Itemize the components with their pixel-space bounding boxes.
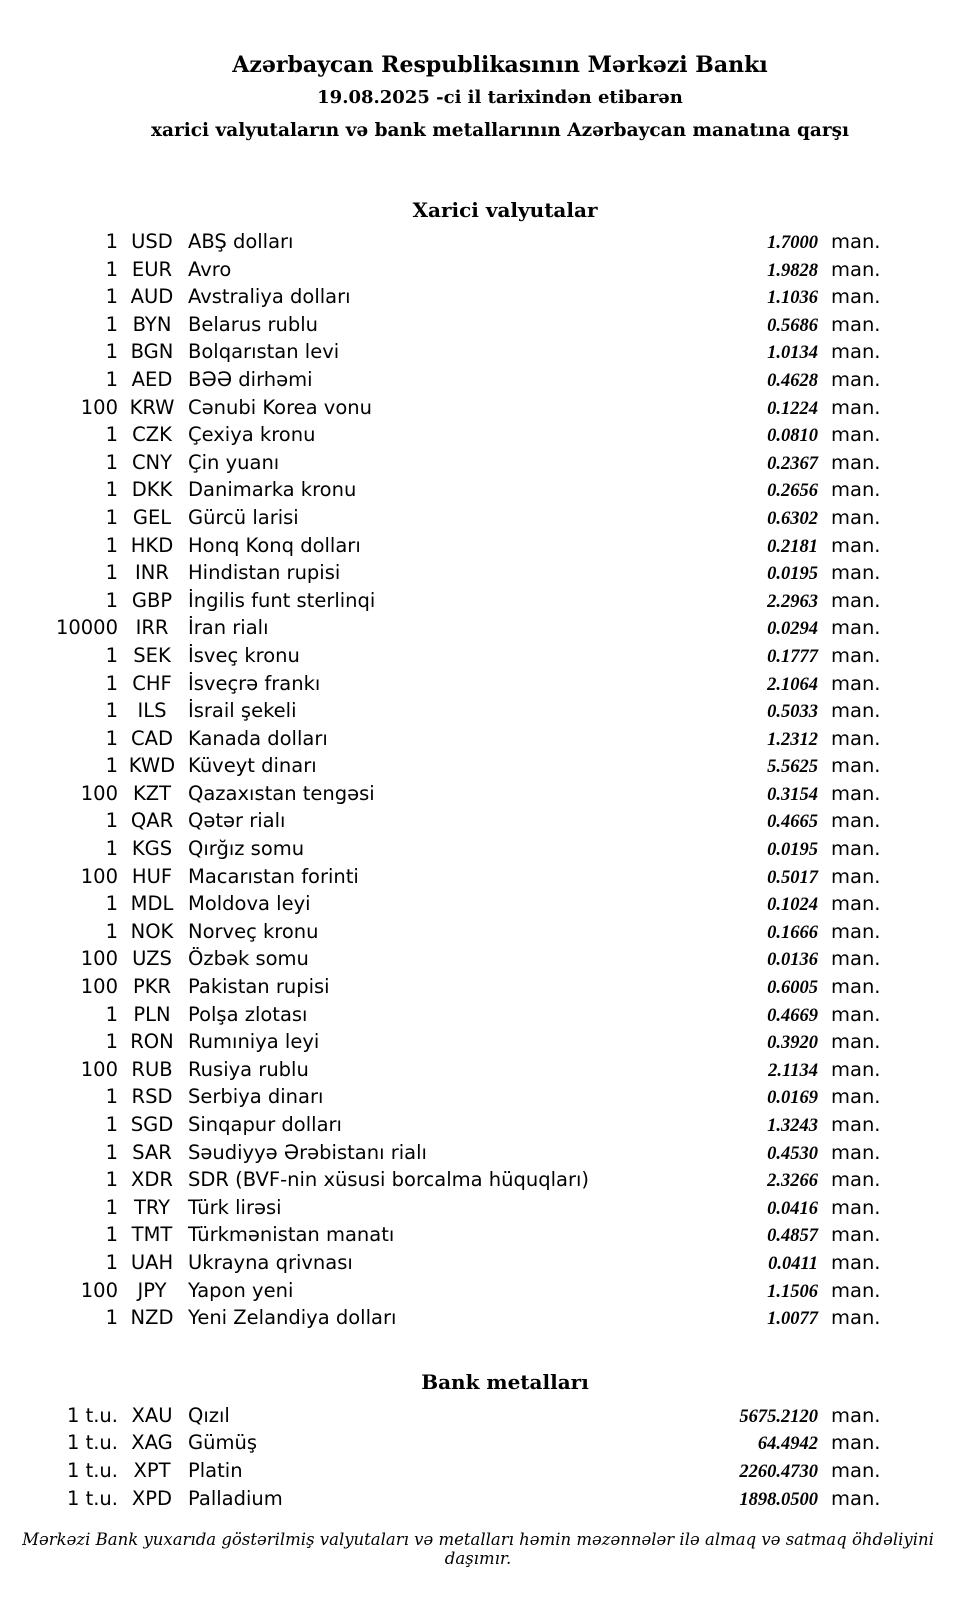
document-header <box>0 50 956 146</box>
name-cell: İsrail şekeli <box>188 699 297 723</box>
unit-cell: man. <box>831 478 881 502</box>
rate-cell: 0.1024 <box>767 895 818 916</box>
unit-cell: man. <box>831 395 881 419</box>
unit-cell: man. <box>831 1250 881 1274</box>
rate-cell: 1.0077 <box>767 1309 818 1330</box>
quantity-cell: 1 <box>105 671 118 695</box>
code-cell: RUB <box>131 1057 173 1081</box>
document-subtitle: xarici valyutaların və bank metallarının Azərbaycan manatına qarşı <box>150 120 850 141</box>
rate-row <box>0 1166 880 1194</box>
rate-row <box>0 1028 880 1056</box>
rate-cell: 0.2367 <box>767 453 818 474</box>
name-cell: Küveyt dinarı <box>188 754 317 778</box>
rate-row <box>0 1056 880 1084</box>
quantity-cell: 1 <box>105 1168 118 1192</box>
rate-cell: 0.4669 <box>767 1005 818 1026</box>
name-cell: Hindistan rupisi <box>188 561 341 585</box>
code-cell: XAG <box>131 1431 173 1455</box>
name-cell: Kanada dolları <box>188 726 328 750</box>
unit-cell: man. <box>831 616 881 640</box>
unit-cell: man. <box>831 864 881 888</box>
name-cell: Avro <box>188 257 232 281</box>
quantity-cell: 1 <box>105 340 118 364</box>
unit-cell: man. <box>831 671 881 695</box>
rate-row <box>0 1402 880 1430</box>
unit-cell: man. <box>831 1030 881 1054</box>
rate-row <box>0 614 880 642</box>
code-cell: CNY <box>131 450 173 474</box>
code-cell: RSD <box>131 1085 173 1109</box>
quantity-cell: 1 <box>105 450 118 474</box>
rate-cell: 1.9828 <box>767 260 818 281</box>
quantity-cell: 100 <box>80 975 118 999</box>
code-cell: NZD <box>130 1306 174 1330</box>
quantity-cell: 100 <box>80 864 118 888</box>
rate-row <box>0 780 880 808</box>
rate-row <box>0 697 880 725</box>
rate-cell: 2260.4730 <box>739 1461 818 1482</box>
name-cell: Çexiya kronu <box>188 423 316 447</box>
quantity-cell: 1 <box>105 1113 118 1136</box>
quantity-cell: 100 <box>80 781 118 805</box>
code-cell: GBP <box>131 588 173 612</box>
rate-cell: 0.0411 <box>768 1253 818 1274</box>
name-cell: Bolqarıstan levi <box>188 340 340 364</box>
unit-cell: man. <box>831 588 881 612</box>
quantity-cell: 1 t.u. <box>66 1486 118 1510</box>
quantity-cell: 1 <box>105 1030 118 1054</box>
name-cell: SDR (BVF-nin xüsusi borcalma hüquqları) <box>188 1168 590 1192</box>
quantity-cell: 1 <box>105 919 118 943</box>
code-cell: XDR <box>131 1168 173 1192</box>
quantity-cell: 1 <box>105 285 118 309</box>
unit-cell: man. <box>831 1223 881 1247</box>
quantity-cell: 100 <box>80 1278 118 1302</box>
rate-cell: 0.6302 <box>767 508 818 529</box>
code-cell: CHF <box>132 671 172 695</box>
code-cell: PKR <box>132 975 172 999</box>
metals-table <box>0 1402 880 1512</box>
name-cell: Türkmənistan manatı <box>188 1223 395 1247</box>
code-cell: RON <box>130 1030 174 1054</box>
rate-row <box>0 1249 880 1277</box>
code-cell: HUF <box>131 864 173 888</box>
code-cell: BGN <box>130 340 174 364</box>
unit-cell: man. <box>831 561 881 585</box>
rate-row <box>0 670 880 698</box>
quantity-cell: 1 <box>105 643 118 667</box>
unit-cell: man. <box>831 781 881 805</box>
unit-cell: man. <box>831 505 881 529</box>
rate-row <box>0 587 880 615</box>
name-cell: BƏƏ dirhəmi <box>188 367 313 391</box>
rate-cell: 1.1036 <box>767 288 818 309</box>
code-cell: CZK <box>132 423 172 447</box>
rate-row <box>0 1277 880 1305</box>
rate-cell: 0.0416 <box>767 1198 818 1219</box>
rate-row <box>0 283 880 311</box>
rate-row <box>0 973 880 1001</box>
rate-cell: 0.3920 <box>767 1033 818 1054</box>
quantity-cell: 1 <box>105 230 118 253</box>
rate-row <box>0 752 880 780</box>
name-cell: Sinqapur dolları <box>188 1113 342 1136</box>
code-cell: SAR <box>132 1140 172 1164</box>
name-cell: Qazaxıstan tengəsi <box>188 781 375 805</box>
name-cell: Honq Konq dolları <box>188 533 361 557</box>
rate-cell: 1.1506 <box>767 1281 818 1302</box>
rate-cell: 0.1224 <box>767 398 818 419</box>
unit-cell: man. <box>831 423 881 447</box>
rate-row <box>0 559 880 587</box>
unit-cell: man. <box>831 975 881 999</box>
quantity-cell: 1 <box>105 478 118 502</box>
name-cell: Serbiya dinarı <box>188 1085 324 1109</box>
rate-row <box>0 256 880 284</box>
quantity-cell: 1 <box>105 1250 118 1274</box>
rate-row <box>0 394 880 422</box>
code-cell: PLN <box>133 1002 171 1026</box>
name-cell: Özbək somu <box>188 947 309 971</box>
unit-cell: man. <box>831 230 881 253</box>
rate-cell: 0.4628 <box>767 370 818 391</box>
code-cell: KZT <box>132 781 172 805</box>
name-cell: Rumıniya leyi <box>188 1030 320 1054</box>
quantity-cell: 1 <box>105 1223 118 1247</box>
rate-cell: 0.2181 <box>767 536 818 557</box>
name-cell: Səudiyyə Ərəbistanı rialı <box>188 1140 427 1164</box>
code-cell: GEL <box>132 505 172 529</box>
rate-row <box>0 1139 880 1167</box>
code-cell: KWD <box>128 754 176 778</box>
rate-cell: 2.1134 <box>768 1060 818 1081</box>
unit-cell: man. <box>831 726 881 750</box>
rate-row <box>0 918 880 946</box>
rate-cell: 0.0294 <box>767 619 818 640</box>
name-cell: Türk lirəsi <box>188 1195 282 1219</box>
name-cell: Pakistan rupisi <box>188 975 330 999</box>
code-cell: SEK <box>133 643 171 667</box>
unit-cell: man. <box>831 1057 881 1081</box>
quantity-cell: 1 t.u. <box>66 1431 118 1455</box>
name-cell: Gümüş <box>188 1431 257 1455</box>
rate-cell: 0.4530 <box>767 1143 818 1164</box>
name-cell: Avstraliya dolları <box>188 285 351 309</box>
name-cell: Danimarka kronu <box>188 478 357 502</box>
quantity-cell: 1 <box>105 837 118 861</box>
unit-cell: man. <box>831 367 881 391</box>
rate-cell: 1.3243 <box>767 1116 818 1136</box>
unit-cell: man. <box>831 450 881 474</box>
code-cell: UZS <box>132 947 172 971</box>
name-cell: Yapon yeni <box>188 1278 294 1302</box>
unit-cell: man. <box>831 699 881 723</box>
rate-cell: 0.5686 <box>767 315 818 336</box>
code-cell: AED <box>131 367 173 391</box>
name-cell: Palladium <box>188 1486 283 1510</box>
rate-cell: 1.2312 <box>767 729 818 750</box>
rate-row <box>0 1001 880 1029</box>
rate-row <box>0 1457 880 1485</box>
rate-row <box>0 421 880 449</box>
unit-cell: man. <box>831 754 881 778</box>
code-cell: QAR <box>130 809 174 833</box>
rate-row <box>0 807 880 835</box>
unit-cell: man. <box>831 312 881 336</box>
quantity-cell: 100 <box>80 395 118 419</box>
name-cell: Qızıl <box>188 1403 230 1427</box>
rate-row <box>0 1083 880 1111</box>
name-cell: Norveç kronu <box>188 919 319 943</box>
unit-cell: man. <box>831 1113 881 1136</box>
quantity-cell: 10000 <box>55 616 118 640</box>
bank-title: Azərbaycan Respublikasının Mərkəzi Bankı <box>232 52 768 78</box>
quantity-cell: 1 <box>105 533 118 557</box>
code-cell: UAH <box>130 1250 174 1274</box>
rate-cell: 2.3266 <box>767 1171 818 1192</box>
rate-row <box>0 228 880 256</box>
quantity-cell: 1 <box>105 588 118 612</box>
rate-row <box>0 1221 880 1249</box>
unit-cell: man. <box>831 340 881 364</box>
name-cell: Rusiya rublu <box>188 1057 309 1081</box>
code-cell: BYN <box>132 312 172 336</box>
rate-row <box>0 725 880 753</box>
disclaimer-text: Mərkəzi Bank yuxarıda göstərilmiş valyutaları və metalları həmin məzənnələr ilə almaq və satmaq öhdəliyini daşımır. <box>22 1530 934 1568</box>
rate-cell: 0.1666 <box>767 922 818 943</box>
name-cell: Platin <box>188 1458 243 1482</box>
rate-cell: 0.0169 <box>767 1088 818 1109</box>
rate-cell: 0.0195 <box>767 840 818 861</box>
code-cell: HKD <box>130 533 174 557</box>
unit-cell: man. <box>831 837 881 861</box>
code-cell: CAD <box>131 726 173 750</box>
unit-cell: man. <box>831 1306 881 1330</box>
rate-cell: 0.3154 <box>767 784 818 805</box>
quantity-cell: 1 <box>105 505 118 529</box>
metals-section-title: Bank metalları <box>421 1369 589 1394</box>
rate-cell: 0.4857 <box>767 1226 818 1247</box>
quantity-cell: 1 <box>105 561 118 585</box>
name-cell: Polşa zlotası <box>188 1002 308 1026</box>
unit-cell: man. <box>831 533 881 557</box>
name-cell: Gürcü larisi <box>188 505 299 529</box>
rate-row <box>0 1194 880 1222</box>
code-cell: INR <box>135 561 169 585</box>
quantity-cell: 1 <box>105 1195 118 1219</box>
rate-row <box>0 449 880 477</box>
name-cell: Çin yuanı <box>188 450 280 474</box>
rate-row <box>0 366 880 394</box>
rate-row <box>0 532 880 560</box>
quantity-cell: 1 <box>105 312 118 336</box>
rate-row <box>0 476 880 504</box>
name-cell: İsveçrə frankı <box>188 671 321 695</box>
rate-cell: 0.0195 <box>767 564 818 585</box>
quantity-cell: 1 <box>105 1306 118 1330</box>
unit-cell: man. <box>831 1278 881 1302</box>
currencies-table <box>0 228 880 1332</box>
rate-row <box>0 1429 880 1457</box>
rate-cell: 0.0136 <box>767 950 818 971</box>
rate-row <box>0 642 880 670</box>
rate-cell: 0.0810 <box>767 426 818 447</box>
rate-row <box>0 1111 880 1139</box>
rate-cell: 0.1777 <box>767 646 818 667</box>
quantity-cell: 1 <box>105 699 118 723</box>
quantity-cell: 1 <box>105 754 118 778</box>
unit-cell: man. <box>831 1486 881 1510</box>
rate-row <box>0 945 880 973</box>
rate-cell: 0.5017 <box>767 867 818 888</box>
name-cell: Belarus rublu <box>188 312 319 336</box>
rate-row <box>0 311 880 339</box>
code-cell: XAU <box>131 1403 173 1427</box>
quantity-cell: 1 <box>105 1002 118 1026</box>
unit-cell: man. <box>831 1085 881 1109</box>
name-cell: Qətər rialı <box>188 809 286 833</box>
rate-cell: 1.7000 <box>767 233 818 253</box>
unit-cell: man. <box>831 892 881 916</box>
name-cell: İngilis funt sterlinqi <box>188 588 376 612</box>
rate-row <box>0 890 880 918</box>
quantity-cell: 1 t.u. <box>66 1458 118 1482</box>
unit-cell: man. <box>831 643 881 667</box>
rate-cell: 1.0134 <box>767 343 818 364</box>
rate-row <box>0 835 880 863</box>
currencies-section-title: Xarici valyutalar <box>412 198 598 222</box>
code-cell: AUD <box>130 285 174 309</box>
quantity-cell: 1 <box>105 1085 118 1109</box>
rate-row <box>0 1304 880 1332</box>
quantity-cell: 1 <box>105 726 118 750</box>
rate-row <box>0 504 880 532</box>
name-cell: Moldova leyi <box>188 892 311 916</box>
unit-cell: man. <box>831 1195 881 1219</box>
code-cell: JPY <box>137 1278 167 1302</box>
unit-cell: man. <box>831 285 881 309</box>
quantity-cell: 100 <box>80 1057 118 1081</box>
rate-cell: 2.2963 <box>767 591 818 612</box>
unit-cell: man. <box>831 1140 881 1164</box>
unit-cell: man. <box>831 919 881 943</box>
code-cell: KRW <box>129 395 175 419</box>
name-cell: ABŞ dolları <box>188 230 294 253</box>
unit-cell: man. <box>831 1403 881 1427</box>
unit-cell: man. <box>831 257 881 281</box>
rate-cell: 64.4942 <box>757 1434 818 1455</box>
rate-row <box>0 1485 880 1513</box>
code-cell: KGS <box>131 837 173 861</box>
code-cell: SGD <box>130 1113 174 1136</box>
name-cell: Qırğız somu <box>188 837 305 861</box>
rate-row <box>0 863 880 891</box>
quantity-cell: 1 <box>105 257 118 281</box>
unit-cell: man. <box>831 947 881 971</box>
rate-cell: 0.6005 <box>767 978 818 999</box>
rate-cell: 1898.0500 <box>739 1489 818 1510</box>
quantity-cell: 1 <box>105 892 118 916</box>
quantity-cell: 1 <box>105 423 118 447</box>
quantity-cell: 1 <box>105 1140 118 1164</box>
rate-cell: 5.5625 <box>767 757 818 778</box>
rate-cell: 5675.2120 <box>739 1406 818 1427</box>
name-cell: İran rialı <box>188 616 269 640</box>
quantity-cell: 1 t.u. <box>66 1403 118 1427</box>
code-cell: IRR <box>135 616 169 640</box>
name-cell: Cənubi Korea vonu <box>188 395 372 419</box>
code-cell: TMT <box>131 1223 173 1247</box>
name-cell: Ukrayna qrivnası <box>188 1250 353 1274</box>
unit-cell: man. <box>831 1002 881 1026</box>
code-cell: USD <box>131 230 173 253</box>
quantity-cell: 100 <box>80 947 118 971</box>
rate-row <box>0 338 880 366</box>
code-cell: MDL <box>130 892 174 916</box>
name-cell: İsveç kronu <box>188 643 300 667</box>
unit-cell: man. <box>831 809 881 833</box>
code-cell: NOK <box>130 919 174 943</box>
rate-cell: 0.4665 <box>767 812 818 833</box>
unit-cell: man. <box>831 1458 881 1482</box>
rate-cell: 0.2656 <box>767 481 818 502</box>
quantity-cell: 1 <box>105 809 118 833</box>
unit-cell: man. <box>831 1168 881 1192</box>
code-cell: XPD <box>131 1486 173 1510</box>
code-cell: TRY <box>133 1195 171 1219</box>
code-cell: XPT <box>133 1458 171 1482</box>
name-cell: Yeni Zelandiya dolları <box>188 1306 397 1330</box>
code-cell: DKK <box>131 478 173 502</box>
name-cell: Macarıstan forinti <box>188 864 359 888</box>
rate-cell: 2.1064 <box>767 674 818 695</box>
code-cell: ILS <box>137 699 167 723</box>
rate-cell: 0.5033 <box>767 702 818 723</box>
effective-date-line: 19.08.2025 -ci il tarixindən etibarən <box>317 87 683 108</box>
unit-cell: man. <box>831 1431 881 1455</box>
quantity-cell: 1 <box>105 367 118 391</box>
code-cell: EUR <box>131 257 173 281</box>
